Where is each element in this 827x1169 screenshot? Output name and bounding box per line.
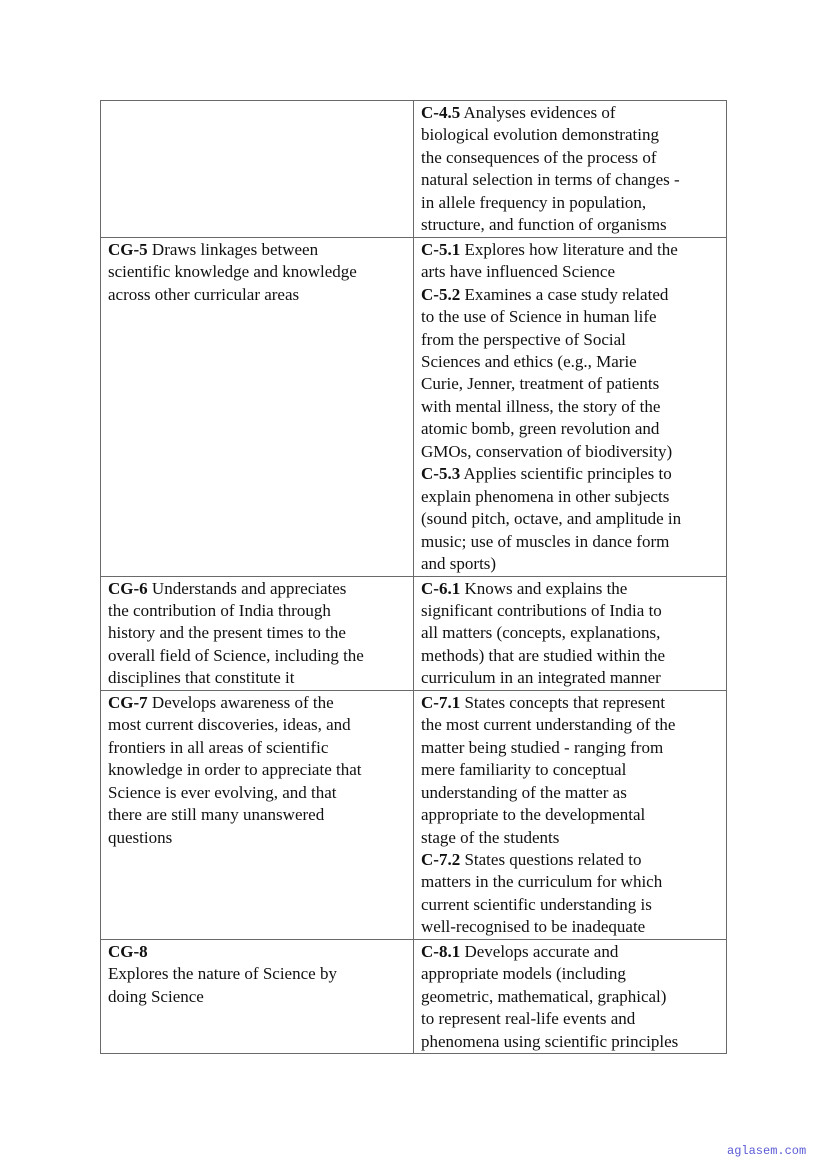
text-line xyxy=(108,261,407,283)
text-line xyxy=(421,261,720,283)
text-line xyxy=(421,329,720,351)
competency-cell xyxy=(414,939,727,1053)
line-text: Draws linkages between xyxy=(151,239,319,259)
line-text: all matters (concepts, explanations, xyxy=(421,623,661,643)
competency xyxy=(421,578,720,690)
competency xyxy=(421,102,720,237)
text-line xyxy=(108,714,407,736)
line-text: explain phenomena in other subjects xyxy=(421,486,670,506)
line-text: Develops accurate and xyxy=(464,941,619,961)
text-line xyxy=(108,782,407,804)
line-text: Science is ever evolving, and that xyxy=(108,782,337,802)
curricular-goal xyxy=(108,239,407,306)
text-line xyxy=(421,622,720,644)
text-line xyxy=(108,963,407,985)
text-line xyxy=(421,486,720,508)
line-text: music; use of muscles in dance form xyxy=(421,531,670,551)
table-row xyxy=(101,576,727,690)
line-text: Analyses evidences of xyxy=(463,103,616,122)
line-text: Explores how literature and the xyxy=(464,239,678,259)
text-line xyxy=(421,124,720,146)
text-line xyxy=(421,782,720,804)
line-text: matter being studied - ranging from xyxy=(421,737,664,757)
text-line xyxy=(108,941,407,963)
competency xyxy=(421,849,720,939)
competency xyxy=(421,463,720,575)
text-line xyxy=(108,986,407,1008)
text-line xyxy=(421,916,720,938)
line-text: Applies scientific principles to xyxy=(463,464,672,484)
line-text: (sound pitch, octave, and amplitude in xyxy=(421,509,682,529)
text-line xyxy=(421,102,720,124)
line-text: across other curricular areas xyxy=(108,284,300,304)
text-line xyxy=(421,214,720,236)
competency-cell xyxy=(414,101,727,238)
line-text: in allele frequency in population, xyxy=(421,192,647,212)
line-text: with mental illness, the story of the xyxy=(421,396,661,416)
text-line xyxy=(421,373,720,395)
line-text: scientific knowledge and knowledge xyxy=(108,262,357,282)
line-text: there are still many unanswered xyxy=(108,805,325,825)
text-line xyxy=(421,396,720,418)
item-code: C-5.2 xyxy=(421,284,461,304)
text-line xyxy=(421,692,720,714)
text-line xyxy=(421,239,720,261)
text-line xyxy=(421,578,720,600)
goal-cell xyxy=(101,576,414,690)
line-text: history and the present times to the xyxy=(108,623,346,643)
item-code: C-5.1 xyxy=(421,239,461,259)
text-line xyxy=(108,600,407,622)
competency-cell xyxy=(414,576,727,690)
table-row xyxy=(101,101,727,238)
line-text: understanding of the matter as xyxy=(421,782,627,802)
text-line xyxy=(108,804,407,826)
text-line xyxy=(421,531,720,553)
line-text: atomic bomb, green revolution and xyxy=(421,419,660,439)
line-text: mere familiarity to conceptual xyxy=(421,760,627,780)
text-line xyxy=(421,463,720,485)
goal-cell xyxy=(101,939,414,1053)
item-code: C-7.2 xyxy=(421,849,461,869)
line-text: the contribution of India through xyxy=(108,600,331,620)
line-text: appropriate to the developmental xyxy=(421,805,646,825)
text-line xyxy=(108,737,407,759)
text-line xyxy=(421,418,720,440)
text-line xyxy=(421,714,720,736)
line-text: Examines a case study related xyxy=(464,284,669,304)
line-text: GMOs, conservation of biodiversity) xyxy=(421,441,673,461)
text-line xyxy=(421,441,720,463)
line-text: arts have influenced Science xyxy=(421,262,615,282)
item-code: C-7.1 xyxy=(421,692,461,712)
line-text: stage of the students xyxy=(421,827,560,847)
text-line xyxy=(421,894,720,916)
table-row xyxy=(101,237,727,576)
text-line xyxy=(421,963,720,985)
line-text: frontiers in all areas of scientific xyxy=(108,737,329,757)
line-text: and sports) xyxy=(421,554,497,574)
line-text: significant contributions of India to xyxy=(421,600,662,620)
curricular-goal xyxy=(108,692,407,849)
text-line xyxy=(421,169,720,191)
competency-cell xyxy=(414,237,727,576)
line-text: Curie, Jenner, treatment of patients xyxy=(421,374,660,394)
line-text: natural selection in terms of changes - xyxy=(421,170,680,190)
item-code: CG-6 xyxy=(108,578,148,598)
text-line xyxy=(421,306,720,328)
text-line xyxy=(421,645,720,667)
line-text: Understands and appreciates xyxy=(151,578,347,598)
goal-cell xyxy=(101,237,414,576)
line-text: Explores the nature of Science by xyxy=(108,964,337,984)
text-line xyxy=(421,827,720,849)
line-text: matters in the curriculum for which xyxy=(421,872,663,892)
item-code: C-5.3 xyxy=(421,464,461,484)
line-text: overall field of Science, including the xyxy=(108,645,364,665)
line-text: curriculum in an integrated manner xyxy=(421,668,661,688)
line-text: States concepts that represent xyxy=(464,692,666,712)
competency xyxy=(421,941,720,1053)
text-line xyxy=(108,284,407,306)
text-line xyxy=(421,1008,720,1030)
text-line xyxy=(108,692,407,714)
line-text: biological evolution demonstrating xyxy=(421,125,659,145)
table-row xyxy=(101,690,727,939)
competency xyxy=(421,239,720,284)
item-code: C-4.5 xyxy=(421,103,461,122)
text-line xyxy=(108,578,407,600)
goal-cell xyxy=(101,101,414,238)
line-text: from the perspective of Social xyxy=(421,329,626,349)
item-code: CG-5 xyxy=(108,239,148,259)
text-line xyxy=(421,600,720,622)
line-text: most current discoveries, ideas, and xyxy=(108,715,351,735)
item-code: C-8.1 xyxy=(421,941,461,961)
table-body xyxy=(101,101,727,1054)
line-text: geometric, mathematical, graphical) xyxy=(421,986,667,1006)
table-row xyxy=(101,939,727,1053)
line-text: Develops awareness of the xyxy=(151,692,334,712)
text-line xyxy=(108,759,407,781)
line-text: disciplines that constitute it xyxy=(108,668,295,688)
text-line xyxy=(108,667,407,689)
line-text: doing Science xyxy=(108,986,204,1006)
text-line xyxy=(108,827,407,849)
line-text: knowledge in order to appreciate that xyxy=(108,760,362,780)
text-line xyxy=(421,804,720,826)
line-text: to represent real-life events and xyxy=(421,1009,636,1029)
text-line xyxy=(421,147,720,169)
item-code: C-6.1 xyxy=(421,578,461,598)
curricular-goal xyxy=(108,941,407,1008)
line-text: well-recognised to be inadequate xyxy=(421,917,646,937)
text-line xyxy=(421,1031,720,1053)
line-text: current scientific understanding is xyxy=(421,894,652,914)
line-text: the most current understanding of the xyxy=(421,715,676,735)
text-line xyxy=(421,941,720,963)
competency xyxy=(421,284,720,464)
text-line xyxy=(421,508,720,530)
text-line xyxy=(421,986,720,1008)
line-text: appropriate models (including xyxy=(421,964,626,984)
text-line xyxy=(421,667,720,689)
curricular-goal xyxy=(108,578,407,690)
text-line xyxy=(108,645,407,667)
text-line xyxy=(421,759,720,781)
text-line xyxy=(108,622,407,644)
text-line xyxy=(421,192,720,214)
text-line xyxy=(421,284,720,306)
text-line xyxy=(421,849,720,871)
competency-cell xyxy=(414,690,727,939)
text-line xyxy=(421,871,720,893)
competency xyxy=(421,692,720,849)
line-text: Sciences and ethics (e.g., Marie xyxy=(421,351,637,371)
line-text: structure, and function of organisms xyxy=(421,215,667,235)
text-line xyxy=(421,351,720,373)
line-text: the consequences of the process of xyxy=(421,147,657,167)
footer-watermark[interactable]: aglasem.com xyxy=(727,1144,807,1158)
line-text: States questions related to xyxy=(464,849,642,869)
line-text: to the use of Science in human life xyxy=(421,307,657,327)
text-line xyxy=(108,239,407,261)
line-text: Knows and explains the xyxy=(464,578,628,598)
line-text: questions xyxy=(108,827,173,847)
item-code: CG-8 xyxy=(108,941,148,961)
curricular-goals-table xyxy=(100,100,727,1054)
goal-cell xyxy=(101,690,414,939)
item-code: CG-7 xyxy=(108,692,148,712)
line-text: methods) that are studied within the xyxy=(421,645,666,665)
line-text: phenomena using scientific principles xyxy=(421,1031,679,1051)
text-line xyxy=(421,553,720,575)
text-line xyxy=(421,737,720,759)
